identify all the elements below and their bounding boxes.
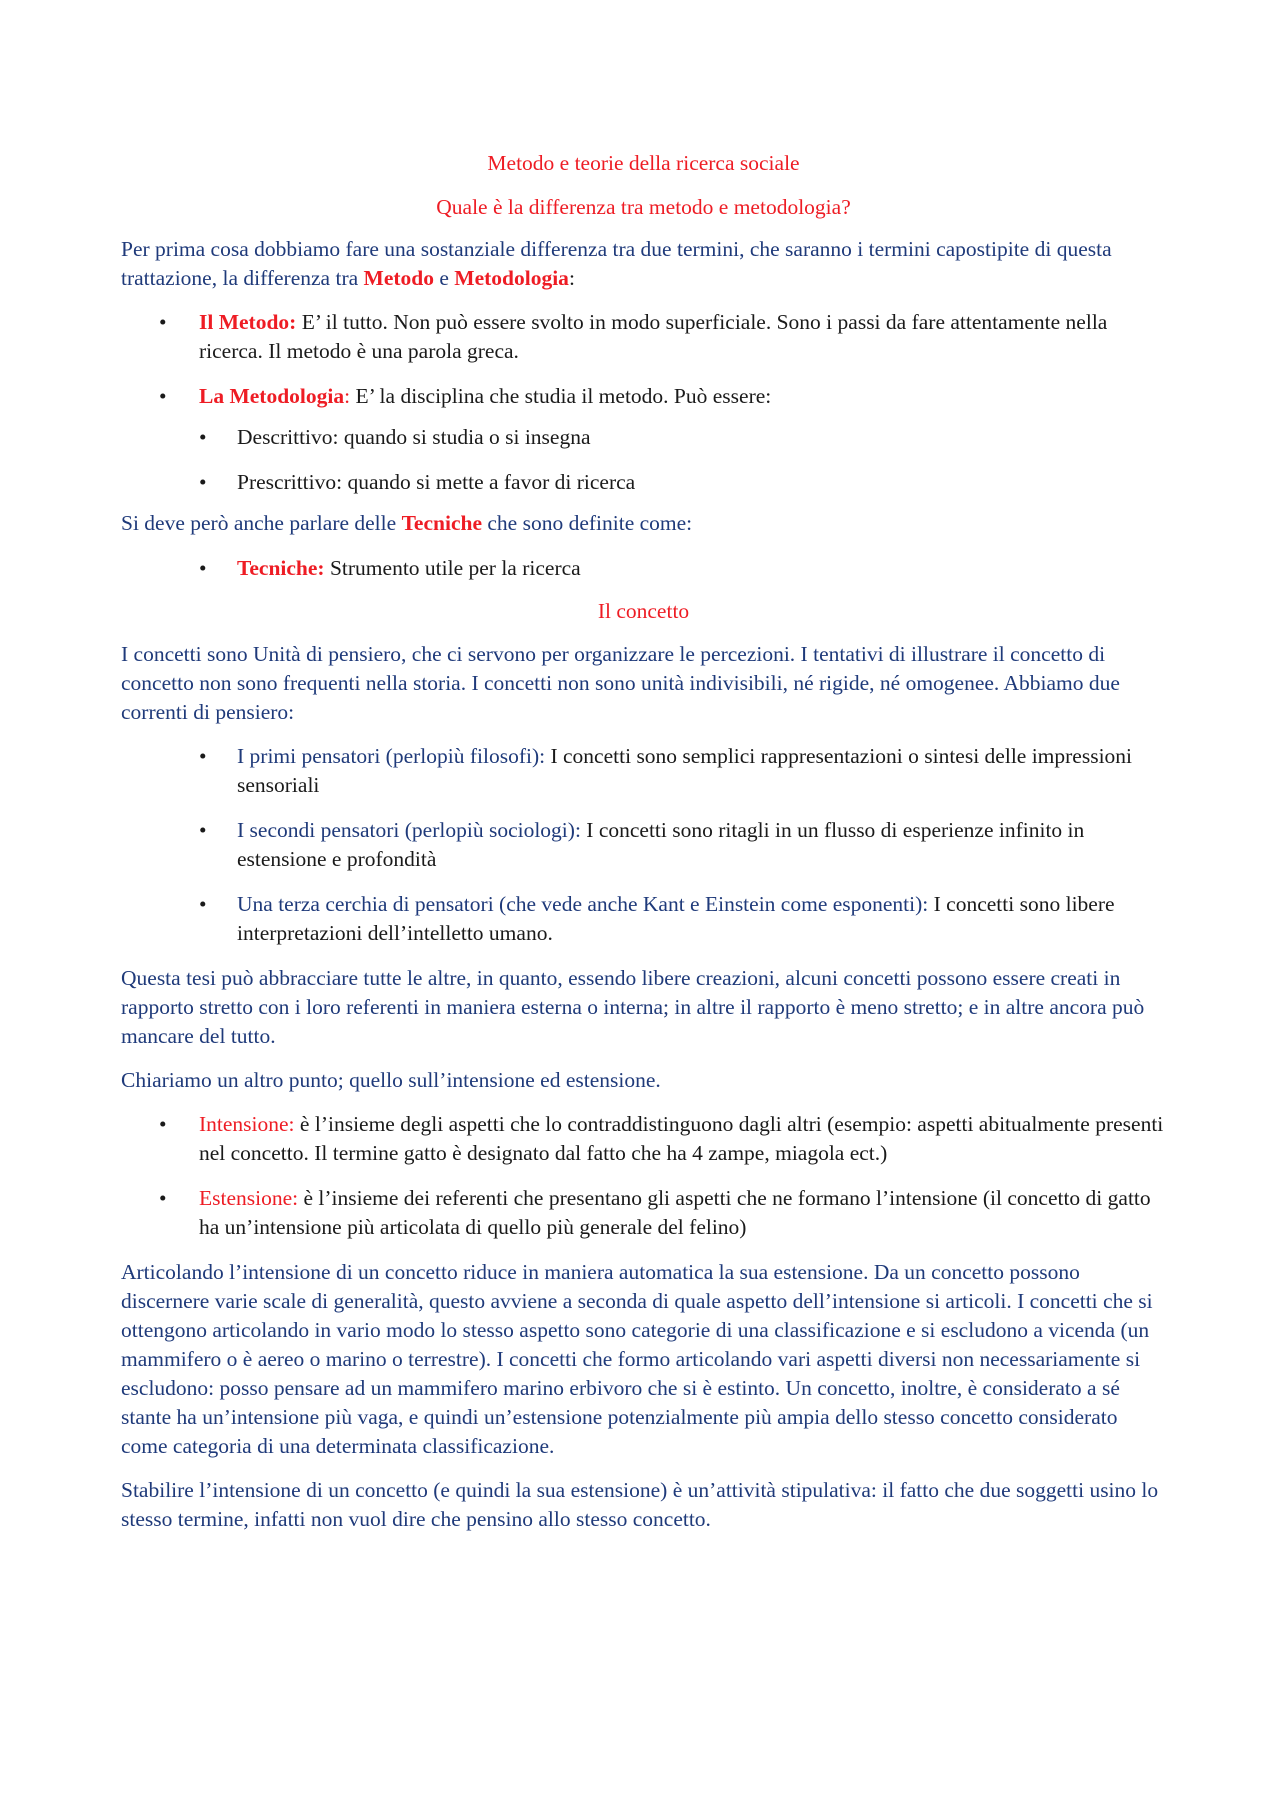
document-body (121, 149, 1166, 1549)
articulation-paragraph: Articolando l’intensione di un concetto riduce in maniera automatica la sua estensione. Da un concetto possono discernere varie scale di generalità, questo avviene a seconda di quale aspetto dell’intensione si articoli. I concetti che si ottengono articolando in vario modo lo stesso aspetto sono categorie di una classificazione e si escludono a vicenda (un mammifero o è aereo o marino o terrestre). I concetti che formo articolando vari aspetti diversi non necessariamente si escludono: posso pensare ad un mammifero marino erbivoro che si è estinto. Un concetto, inoltre, è considerato a sé stante ha un’intensione più vaga, e quindi un’estensione potenzialmente più ampia dello stesso concetto considerato come categoria di una determinata classificazione. (121, 1260, 1153, 1458)
definition-term: Il Metodo: (199, 310, 297, 334)
definition-text: E’ la disciplina che studia il metodo. Può essere: (350, 384, 772, 408)
intension-text: è l’insieme degli aspetti che lo contraddistinguono dagli altri (esempio: aspetti abitualmente presenti nel concetto. Il termine gatto è designato dal fatto che ha 4 zampe, miagola ect.) (199, 1112, 1164, 1165)
methodology-type-text: Prescrittivo: quando si mette a favor di ricerca (237, 470, 636, 494)
bullet-icon: • (199, 818, 207, 842)
document-title: Metodo e teorie della ricerca sociale (487, 151, 800, 175)
term-tecniche: Tecniche (401, 511, 482, 535)
thinkers-text: I concetti sono ritagli in un flusso di esperienze infinito in estensione e profondità (237, 818, 1085, 871)
techniques-text: Strumento utile per la ricerca (324, 556, 581, 580)
definition-item-metodologia (121, 382, 1166, 411)
concept-paragraph: I concetti sono Unità di pensiero, che ci servono per organizzare le percezioni. I tentativi di illustrare il concetto di concetto non sono frequenti nella storia. I concetti non sono unità indivisibili, né rigide, né omogenee. Abbiamo due correnti di pensiero: (121, 642, 1120, 724)
techniques-term: Tecniche: (237, 556, 325, 580)
thinkers-item (121, 890, 1166, 948)
definition-colon: : (344, 384, 351, 408)
techniques-item (121, 554, 1166, 583)
thinkers-label: I secondi pensatori (perlopiù sociologi): (237, 818, 581, 842)
intension-item (121, 1110, 1166, 1168)
bullet-icon: • (199, 470, 207, 494)
concept-heading: Il concetto (597, 599, 690, 623)
definition-item-metodo (121, 308, 1166, 366)
bullet-icon: • (199, 556, 207, 580)
thinkers-text: I concetti sono libere interpretazioni dell’intelletto umano. (237, 892, 1115, 945)
bullet-icon: • (159, 1186, 167, 1210)
intension-term: Intensione: (199, 1112, 295, 1136)
definition-term: La Metodologia (199, 384, 345, 408)
bullet-icon: • (159, 384, 167, 408)
techniques-intro (121, 509, 1166, 538)
bullet-icon: • (199, 425, 207, 449)
bullet-icon: • (159, 310, 167, 334)
techniques-intro-text: Si deve però anche parlare delle (121, 511, 402, 535)
intro-and: e (433, 266, 455, 290)
extension-text: è l’insieme dei referenti che presentano gli aspetti che ne formano l’intensione (il concetto di gatto ha un’intensione più articolata di quello più generale del felino) (199, 1186, 1151, 1239)
techniques-intro-after: che sono definite come: (482, 511, 693, 535)
thinkers-item (121, 742, 1166, 800)
definition-text: E’ il tutto. Non può essere svolto in modo superficiale. Sono i passi da fare attentamente nella ricerca. Il metodo è una parola greca. (199, 310, 1108, 363)
clarify-paragraph: Chiariamo un altro punto; quello sull’intensione ed estensione. (121, 1068, 661, 1092)
thinkers-text: I concetti sono semplici rappresentazioni o sintesi delle impressioni sensoriali (237, 744, 1133, 797)
final-paragraph: Stabilire l’intensione di un concetto (e quindi la sua estensione) è un’attività stipulativa: il fatto che due soggetti usino lo stesso termine, infatti non vuol dire che pensino allo stesso concetto. (121, 1478, 1159, 1531)
intro-paragraph (121, 235, 1166, 293)
thinkers-label: Una terza cerchia di pensatori (che vede anche Kant e Einstein come esponenti): (237, 892, 929, 916)
methodology-type-text: Descrittivo: quando si studia o si insegna (237, 425, 591, 449)
methodology-type-item (121, 468, 1166, 497)
extension-item (121, 1184, 1166, 1242)
methodology-type-item (121, 423, 1166, 452)
thinkers-label: I primi pensatori (perlopiù filosofi): (237, 744, 546, 768)
bullet-icon: • (159, 1112, 167, 1136)
intro-colon: : (568, 266, 575, 290)
term-metodologia: Metodologia (454, 266, 569, 290)
extension-term: Estensione: (199, 1186, 299, 1210)
bullet-icon: • (199, 892, 207, 916)
intro-text: Per prima cosa dobbiamo fare una sostanziale differenza tra due termini, che saranno i termini capostipite di questa trattazione, la differenza tra (121, 237, 1112, 290)
thinkers-item (121, 816, 1166, 874)
thesis-paragraph: Questa tesi può abbracciare tutte le altre, in quanto, essendo libere creazioni, alcuni concetti possono essere creati in rapporto stretto con i loro referenti in maniera esterna o interna; in altre il rapporto è meno stretto; e in altre ancora può mancare del tutto. (121, 966, 1145, 1048)
section-question: Quale è la differenza tra metodo e metodologia? (436, 195, 851, 219)
bullet-icon: • (199, 744, 207, 768)
term-metodo: Metodo (363, 266, 434, 290)
